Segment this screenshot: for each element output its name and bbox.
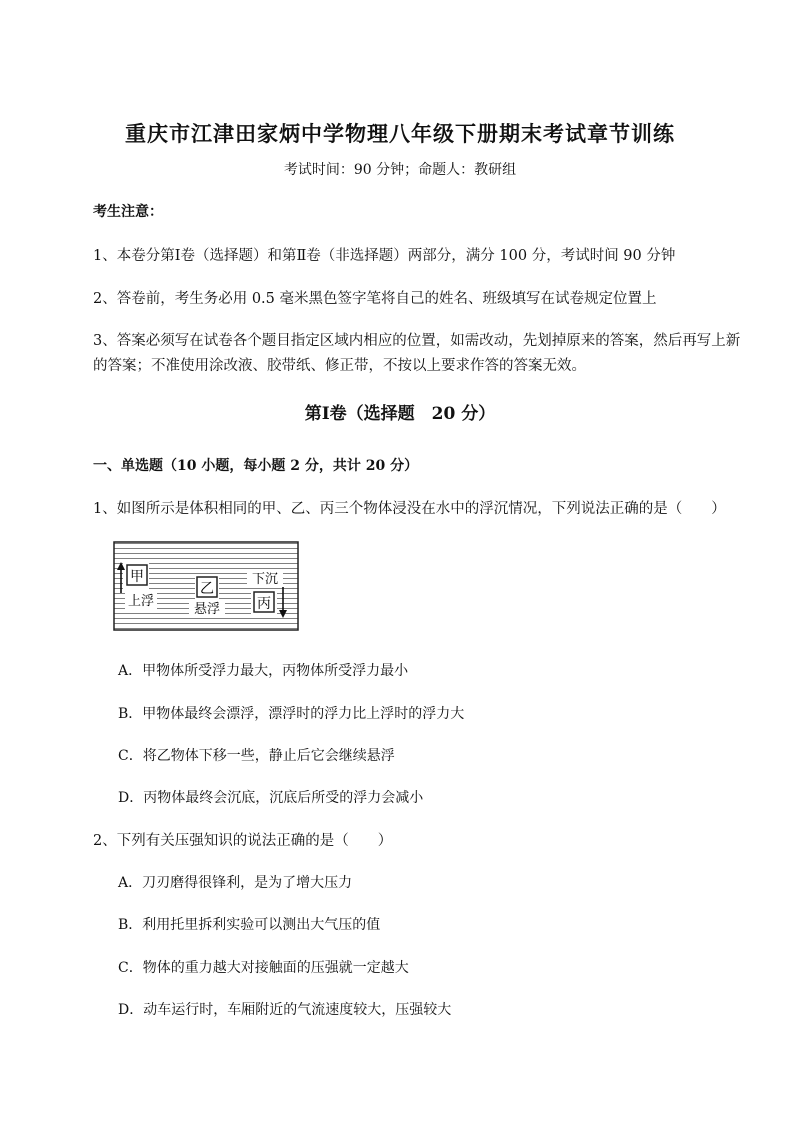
label-up: 上浮 [127, 594, 155, 609]
question-1-option-a[interactable]: A．甲物体所受浮力最大，丙物体所受浮力最小 [118, 663, 409, 679]
label-down: 下沉 [251, 572, 279, 587]
notice-item-1: 1、本卷分第Ⅰ卷（选择题）和第Ⅱ卷（非选择题）两部分，满分 100 分，考试时间 90 分钟 [93, 248, 676, 264]
question-2-stem: 2、下列有关压强知识的说法正确的是（ ） [93, 833, 393, 849]
question-1-option-d[interactable]: D．丙物体最终会沉底，沉底后所受的浮力会减小 [118, 790, 424, 806]
question-1-option-b[interactable]: B．甲物体最终会漂浮，漂浮时的浮力比上浮时的浮力大 [118, 706, 465, 722]
question-2-option-c[interactable]: C．物体的重力越大对接触面的压强就一定越大 [118, 960, 409, 976]
exam-title: 重庆市江津田家炳中学物理八年级下册期末考试章节训练 [125, 121, 675, 146]
question-2-option-b[interactable]: B．利用托里拆利实验可以测出大气压的值 [118, 917, 381, 933]
question-1-option-c[interactable]: C．将乙物体下移一些，静止后它会继续悬浮 [118, 748, 395, 764]
exam-subtitle: 考试时间：90 分钟；命题人：教研组 [283, 162, 517, 178]
label-suspend: 悬浮 [193, 602, 221, 617]
part-title: 一、单选题（10 小题，每小题 2 分，共计 20 分） [93, 458, 419, 474]
buoyancy-figure [113, 541, 299, 631]
label-jia: 甲 [130, 569, 144, 585]
section-title: 第Ⅰ卷（选择题 20 分） [304, 404, 496, 424]
question-1-stem: 1、如图所示是体积相同的甲、乙、丙三个物体浸没在水中的浮沉情况，下列说法正确的是（ ） [93, 501, 726, 517]
notice-item-3: 3、答案必须写在试卷各个题目指定区域内相应的位置，如需改动，先划掉原来的答案，然后再写上新 [93, 333, 741, 349]
question-2-option-a[interactable]: A．刀刃磨得很锋利，是为了增大压力 [118, 875, 353, 891]
notice-heading: 考生注意： [93, 204, 163, 220]
label-yi: 乙 [200, 581, 214, 597]
label-bing: 丙 [257, 596, 271, 612]
question-2-option-d[interactable]: D．动车运行时，车厢附近的气流速度较大，压强较大 [118, 1002, 452, 1018]
notice-item-2: 2、答卷前，考生务必用 0.5 毫米黑色签字笔将自己的姓名、班级填写在试卷规定位置上 [93, 291, 657, 307]
notice-item-3-cont: 的答案；不准使用涂改液、胶带纸、修正带，不按以上要求作答的答案无效。 [93, 358, 586, 374]
